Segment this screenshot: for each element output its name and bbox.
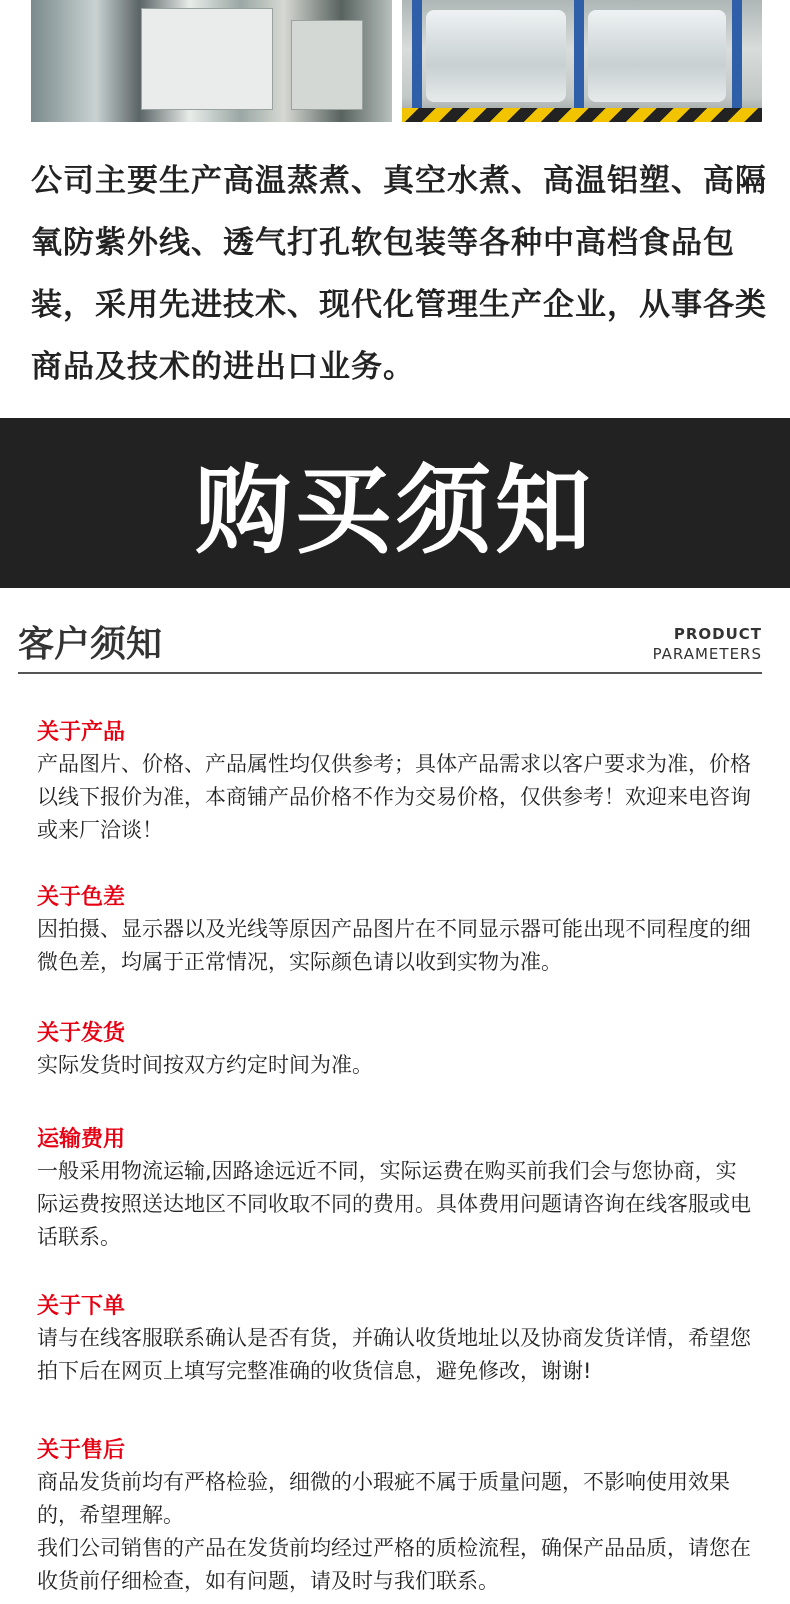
section-paragraph: 一般采用物流运输,因路途远近不同，实际运费在购买前我们会与您协商，实际运费按照送达地区不同收取不同的费用。具体费用问题请咨询在线客服或电话联系。 (37, 1159, 751, 1249)
section-title: 运输费用 (37, 1127, 126, 1152)
section-color-difference (37, 883, 757, 979)
frame-right (732, 0, 742, 108)
section-paragraph: 商品发货前均有严格检验，细微的小瑕疵不属于质量问题，不影响使用效果的，希望理解。 (37, 1470, 730, 1527)
section-title: 关于发货 (37, 1021, 126, 1046)
section-paragraph: 因拍摄、显示器以及光线等原因产品图片在不同显示器可能出现不同程度的细微色差，均属于正常情况，实际颜色请以收到实物为准。 (37, 917, 751, 974)
factory-photos (0, 0, 790, 122)
banner-title: 购买须知 (195, 454, 595, 567)
section-paragraph: 我们公司销售的产品在发货前均经过严格的质检流程，确保产品品质，请您在收货前仔细检查，如有问题，请及时与我们联系。 (37, 1536, 751, 1593)
company-intro: 公司主要生产高温蒸煮、真空水煮、高温铝塑、高隔氧防紫外线、透气打孔软包装等各种中高档食品包装，采用先进技术、现代化管理生产企业，从事各类商品及技术的进出口业务。 (31, 163, 767, 385)
hazard-stripe (402, 108, 762, 122)
notice-title: 客户须知 (18, 624, 163, 665)
customer-notice-header (18, 612, 762, 674)
section-freight (37, 1125, 757, 1254)
section-body (37, 1466, 757, 1598)
section-title: 关于色差 (37, 885, 126, 910)
frame-middle (574, 0, 584, 108)
section-body (37, 913, 757, 979)
section-ordering (37, 1292, 757, 1388)
film-roll-photo (402, 0, 762, 122)
tag-product: PRODUCT (673, 625, 762, 643)
film-roll (588, 10, 726, 102)
section-after-sales (37, 1436, 757, 1598)
printing-machine-photo (31, 0, 392, 122)
section-title: 关于售后 (37, 1438, 126, 1463)
purchase-notice-banner (0, 418, 790, 588)
section-body (37, 748, 757, 847)
frame-left (412, 0, 422, 108)
section-paragraph: 请与在线客服联系确认是否有货，并确认收货地址以及协商发货详情，希望您拍下后在网页上填写完整准确的收货信息，避免修改，谢谢! (37, 1326, 751, 1383)
tag-parameters: PARAMETERS (652, 645, 762, 663)
section-shipping (37, 1019, 757, 1082)
film-roll (426, 10, 566, 102)
section-title: 关于下单 (37, 1294, 126, 1319)
section-body (37, 1322, 757, 1388)
section-product (37, 718, 757, 847)
section-title: 关于产品 (37, 720, 126, 745)
section-body (37, 1049, 757, 1082)
section-paragraph: 产品图片、价格、产品属性均仅供参考；具体产品需求以客户要求为准，价格以线下报价为准，本商铺产品价格不作为交易价格，仅供参考！欢迎来电咨询或来厂洽谈！ (37, 752, 751, 842)
machine-body (141, 8, 273, 110)
machine-panel (291, 20, 363, 110)
section-body (37, 1155, 757, 1254)
section-paragraph: 实际发货时间按双方约定时间为准。 (37, 1053, 373, 1077)
